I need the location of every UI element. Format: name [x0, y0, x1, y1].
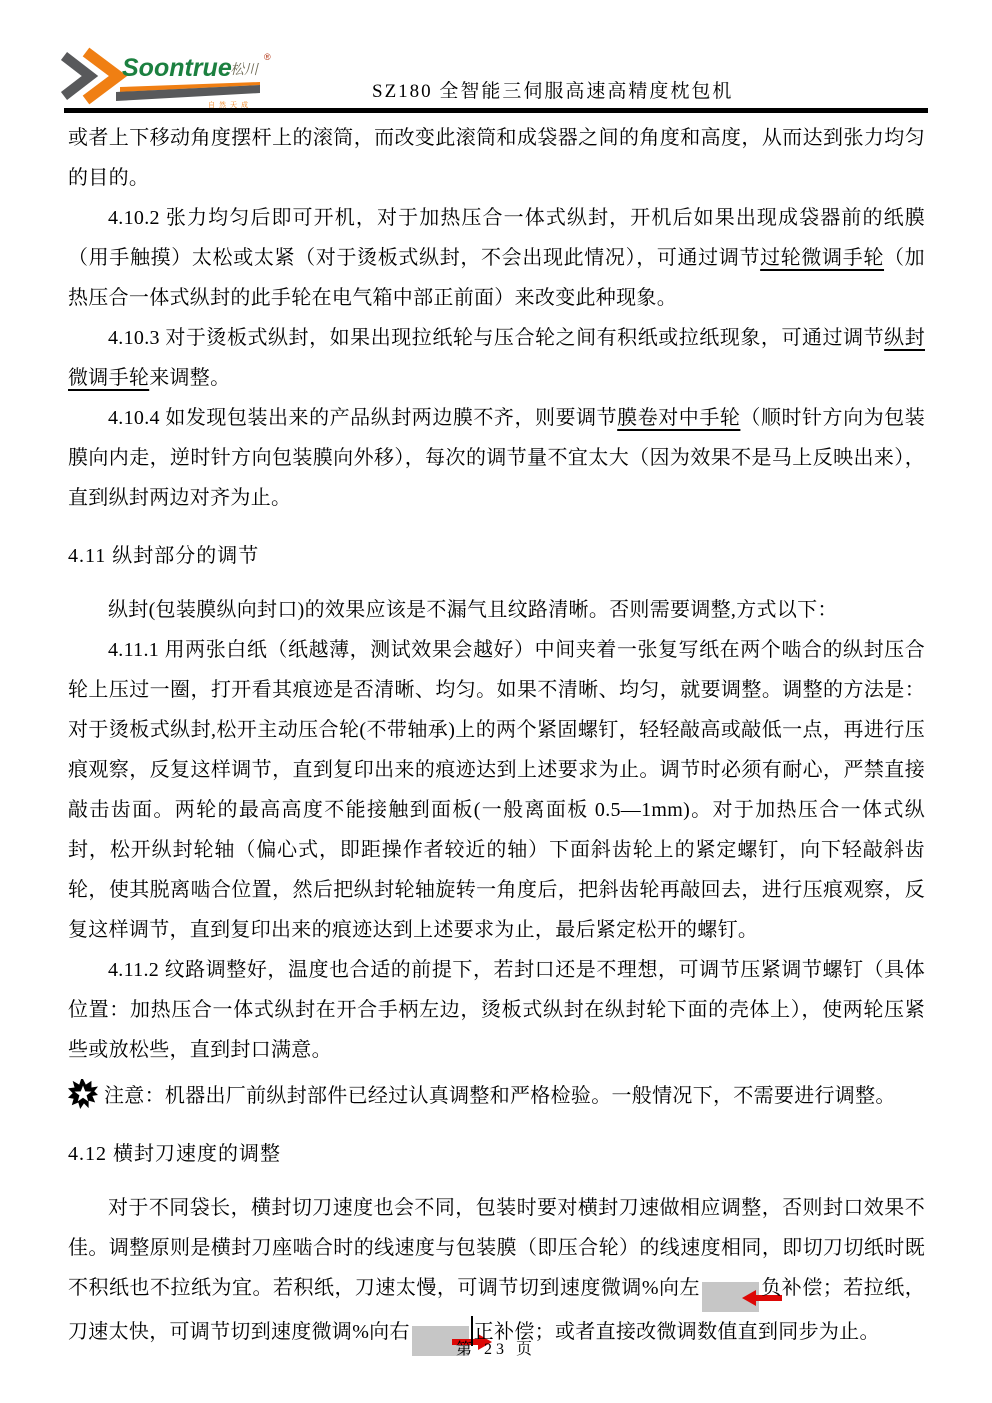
- p4104-pre: 4.10.4 如发现包装出来的产品纵封两边膜不齐，则要调节: [108, 407, 618, 429]
- p412-text-3: 正补偿；或者直接改微调数值直到同步为止。: [473, 1321, 880, 1343]
- burst-star-icon: [68, 1078, 98, 1110]
- p4102-pre: 4.10.2 张力均匀后即可开机，对于加热压合一体式纵封，开机后如果出现成袋器前的纸膜（用手触摸）太松或太紧（对于烫板式纵封，不会出现此情况），可通过调节: [68, 207, 925, 269]
- p4103-pre: 4.10.3 对于烫板式纵封，如果出现拉纸轮与压合轮之间有积纸或拉纸现象，可通过调节: [108, 327, 885, 349]
- p411-intro-text: 纵封(包装膜纵向封口)的效果应该是不漏气且纹路清晰。否则需要调整,方式以下：: [108, 599, 838, 621]
- paragraph-4-11-intro: [68, 590, 925, 630]
- p4102-post: （加热压合一体式纵封的此手轮在电气箱中部正前面）来改变此种现象。: [68, 247, 925, 309]
- p4104-post: （顺时针方向为包装膜向内走，逆时针方向包装膜向外移），每次的调节量不宜太大（因为效果不是马上反映出来），直到纵封两边对齐为止。: [68, 407, 926, 509]
- paragraph-continued-text: 或者上下移动角度摆杆上的滚筒，而改变此滚筒和成袋器之间的角度和高度，从而达到张力均匀的目的。: [68, 127, 925, 189]
- p4111-text: 4.11.1 用两张白纸（纸越薄，测试效果会越好）中间夹着一张复写纸在两个啮合的纵封压合轮上压过一圈，打开看其痕迹是否清晰、均匀。如果不清晰、均匀，就要调整。调整的方法是：对于烫板式纵封,松开主动压合轮(不带轴承)上的两个紧固螺钉，轻轻敲高或敲低一点，再进行压痕观察，反复这样调节，直到复印出来的痕迹达到上述要求为止。调节时必须有耐心，严禁直接敲击齿面。两轮的最高高度不能接触到面板(一般离面板 0.5—1mm)。对于加热压合一体式纵封，松开纵封轮轴（偏心式，即距操作者较近的轴）下面斜齿轮上的紧定螺钉，向下轻敲斜齿轮，使其脱离啮合位置，然后把纵封轮轴旋转一角度后，把斜齿轮再敲回去，进行压痕观察，反复这样调节，直到复印出来的痕迹达到上述要求为止，最后紧定松开的螺钉。: [68, 639, 925, 941]
- header-rule: [64, 108, 928, 113]
- paragraph-4-10-2: [68, 198, 925, 318]
- section-heading-4-11: 4.11 纵封部分的调节: [68, 545, 260, 567]
- p412-text-2: 负补偿；若拉纸，刀速太快，可调节切到速度微调%向右: [68, 1277, 925, 1343]
- soontrue-logo-icon: [60, 44, 280, 108]
- note-text: 机器出厂前纵封部件已经过认真调整和严格检验。一般情况下，不需要进行调整。: [164, 1085, 896, 1107]
- paragraph-4-12: [68, 1188, 925, 1356]
- svg-text:自然天成: 自然天成: [208, 102, 252, 108]
- paragraph-4-10-3: [68, 318, 925, 398]
- svg-text:®: ®: [264, 52, 271, 62]
- p4104-underlined-term: 膜卷对中手轮: [617, 407, 741, 429]
- document-body: [68, 118, 925, 1356]
- p4103-underlined-term: 纵封微调手轮: [68, 327, 925, 389]
- paragraph-4-11-2: [68, 950, 925, 1070]
- section-heading-4-12: 4.12 横封刀速度的调整: [68, 1143, 281, 1165]
- paragraph-4-10-4: [68, 398, 925, 518]
- note-label: 注意：: [104, 1085, 165, 1107]
- page-number: 第 23 页: [455, 1341, 536, 1358]
- paragraph-continued: [68, 118, 925, 198]
- page-header: [0, 0, 992, 114]
- brand-text: Soontrue: [122, 54, 232, 82]
- p4102-underlined-term: 过轮微调手轮: [760, 247, 885, 269]
- left-arrow-icon: [702, 1282, 759, 1312]
- svg-text:松川: 松川: [230, 61, 258, 77]
- p412-text-1: 对于不同袋长，横封切刀速度也会不同，包装时要对横封刀速做相应调整，否则封口效果不佳。调整原则是横封刀座啮合时的线速度与包装膜（即压合轮）的线速度相同，即切刀切纸时既不积纸也不拉纸为宜。若积纸，刀速太慢，可调节切到速度微调%向左: [68, 1197, 925, 1299]
- paragraph-4-11-1: [68, 630, 925, 950]
- note-paragraph: [68, 1076, 925, 1116]
- p4103-post: 来调整。: [149, 367, 231, 389]
- p4112-text: 4.11.2 纹路调整好，温度也合适的前提下，若封口还是不理想，可调节压紧调节螺钉（具体位置：加热压合一体式纵封在开合手柄左边，烫板式纵封在纵封轮下面的壳体上），使两轮压紧些或放松些，直到封口满意。: [68, 959, 925, 1061]
- document-title: SZ180 全智能三伺服高速高精度枕包机: [372, 81, 734, 102]
